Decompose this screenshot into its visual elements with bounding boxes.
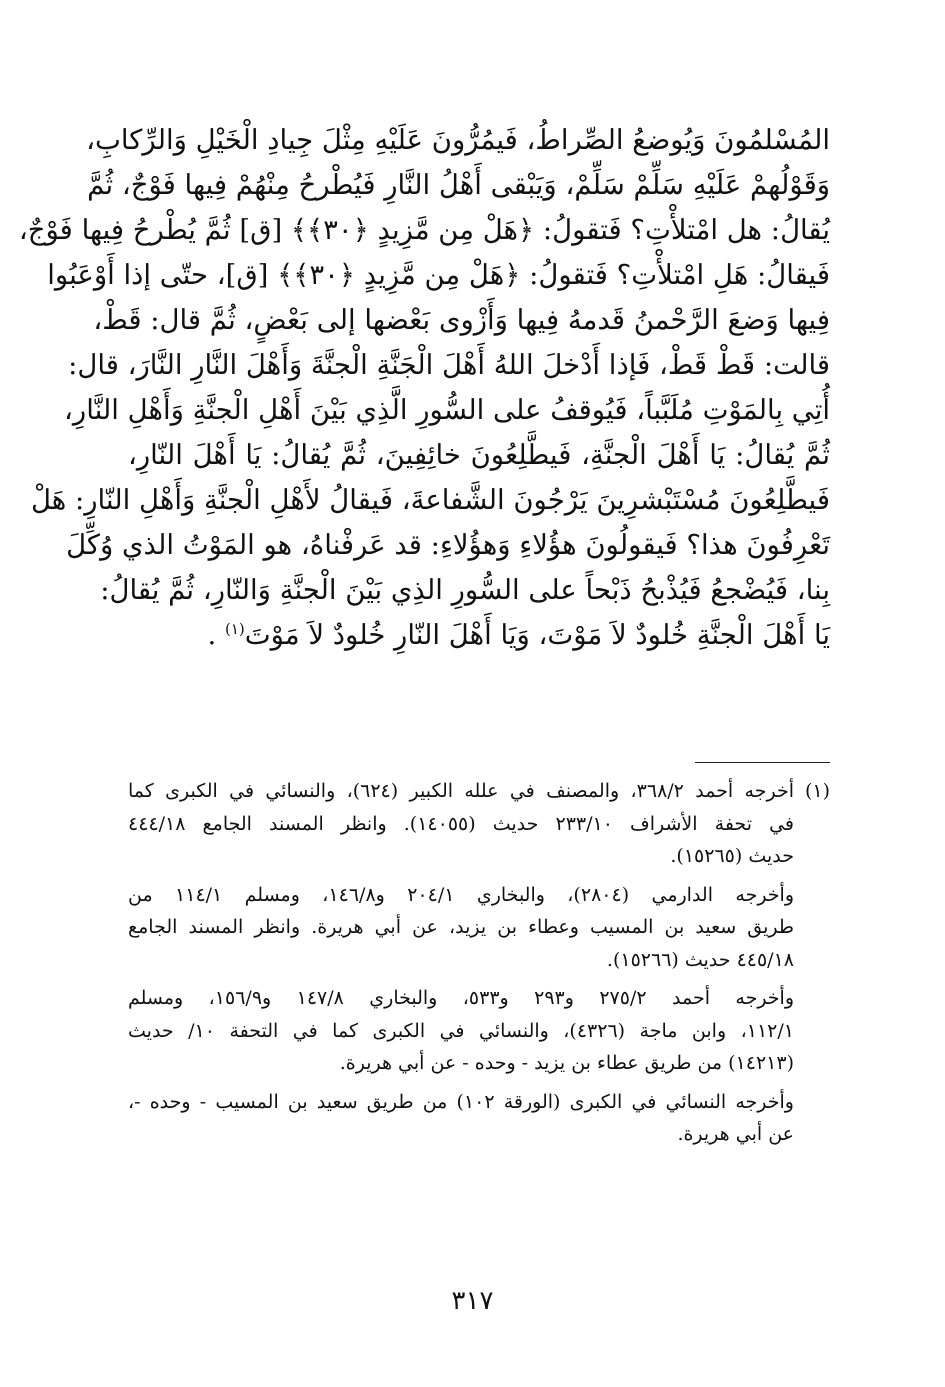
- footnotes-section: [128, 775, 830, 1157]
- main-text-line: قالت: قَطْ قَطْ، فَإذا أَدْخلَ اللهُ أَهْلَ الْجَنَّةِ الْجنَّةَ وَأَهْلَ النَّارِ النَّارَ، قال:: [68, 349, 830, 381]
- footnote-line: حديث (١٥٢٦٥).: [670, 845, 794, 867]
- footnote-separator: [695, 762, 830, 763]
- main-text-line: بِنا، فَيُضْجعُ فَيُذْبحُ ذَبْحاً على السُّورِ الذِي بَيْنَ الْجنَّةِ وَالنّارِ، ثُمَّ يُقالُ:: [100, 574, 830, 606]
- footnote-paragraph: [128, 982, 830, 1080]
- footnote-paragraph: [128, 879, 830, 977]
- main-text-line: فَيقالُ: هَلِ امْتلأْتِ؟ فَتقولُ: ﴿هَلْ مِن مَّزِيدٍ ﴿٣٠﴾﴾ [ق]، حتّى إذا أَوْعَبُوا: [47, 259, 830, 291]
- main-text-line: المُسْلمُونَ وَيُوضعُ الصِّراطُ، فَيمُرُّونَ عَلَيْهِ مِثْلَ جِيادِ الْخَيْلِ وَالرِّكابِ،: [86, 124, 830, 156]
- main-text-last-line: [128, 613, 830, 658]
- main-text-line: وَقَوْلُهمْ عَلَيْهِ سَلِّمْ سَلِّمْ، وَيَبْقى أَهْلُ النَّارِ فَيُطْرحُ مِنْهُمْ فِيها فَوْجٌ، ثُمَّ: [87, 169, 830, 201]
- main-text-body: [18, 118, 830, 658]
- main-text-line: ثُمَّ يُقالُ: يَا أَهْلَ الْجنَّةِ، فَيطَّلِعُونَ خائِفِينَ، ثُمَّ يُقالُ: يَا أَهْلَ النّارِ،: [128, 439, 830, 471]
- footnote-line: ١١٢/١، وابن ماجة (٤٣٢٦)، والنسائي في الكبرى كما في التحفة ١٠/ حديث: [128, 1019, 794, 1042]
- footnote-paragraph: [128, 1086, 830, 1151]
- footnote-line: وأخرجه أحمد ٢٧٥/٢ و٢٩٣ و٥٣٣، والبخاري ١٤٧/٨ و١٥٦/٩، ومسلم: [128, 987, 794, 1009]
- footnote-line: عن أبي هريرة.: [677, 1123, 794, 1145]
- footnote-reference: (١): [224, 619, 245, 638]
- footnote-text: أخرجه أحمد ٣٦٨/٢، والمصنف في علله الكبير (٦٢٤)، والنسائي في الكبرى كما: [128, 780, 794, 802]
- footnote-number: (١): [804, 780, 830, 802]
- footnote-line: (١٤٢١٣) من طريق عطاء بن يزيد - وحده - عن أبي هريرة.: [339, 1052, 794, 1074]
- footnote-line: في تحفة الأشراف ٢٣٣/١٠ حديث (١٤٠٥٥). وانظر المسند الجامع ٤٤٤/١٨: [128, 812, 795, 835]
- footnote-line: [128, 775, 830, 808]
- footnote-line: وأخرجه النسائي في الكبرى (الورقة ١٠٢) من طريق سعيد بن المسيب - وحده -،: [128, 1090, 794, 1113]
- main-text-line: تَعْرِفُونَ هذا؟ فَيقولُونَ هؤُلاءِ وَهؤُلاءِ: قد عَرفْناهُ، هو المَوْتُ الذي وُكِّلَ: [66, 529, 830, 561]
- end-mark: .: [207, 619, 217, 651]
- main-text-line: فِيها وَضعَ الرَّحْمنُ قَدمهُ فِيها وَأَزْوى بَعْضها إلى بَعْضٍ، ثُمَّ قال: قَطْ،: [93, 304, 830, 336]
- main-text-line: يُقالُ: هل امْتلأْتِ؟ فَتقولُ: ﴿هَلْ مِن مَّزِيدٍ ﴿٣٠﴾﴾ [ق] ثُمَّ يُطْرحُ فِيها فَوْجٌ،: [18, 214, 830, 246]
- footnote-line: وأخرجه الدارمي (٢٨٠٤)، والبخاري ٢٠٤/١ و١٤٦/٨، ومسلم ١١٤/١ من: [128, 883, 794, 906]
- page-number: ٣١٧: [451, 1286, 494, 1316]
- main-text-line: فَيطَّلِعُونَ مُسْتَبْشرِينَ يَرْجُونَ الشَّفاعةَ، فَيقالُ لأَهْلِ الْجنَّةِ وَأَهْلِ النّارِ: هَلْ: [30, 484, 830, 516]
- main-text-line: أُتِي بِالمَوْتِ مُلَبَّباً، فَيُوقفُ على السُّورِ الَّذِي بَيْنَ أَهْلِ الْجنَّةِ وَأَهْلِ النَّارِ،: [64, 394, 830, 426]
- footnote-line: طريق سعيد بن المسيب وعطاء بن يزيد، عن أبي هريرة. وانظر المسند الجامع: [128, 916, 794, 938]
- footnote-line: ٤٤٥/١٨ حديث (١٥٢٦٦).: [606, 948, 794, 971]
- main-text-line: يَا أَهْلَ الْجنَّةِ خُلودٌ لاَ مَوْتَ، وَيَا أَهْلَ النّارِ خُلودٌ لاَ مَوْتَ: [244, 619, 830, 651]
- footnote-paragraph: [128, 775, 830, 873]
